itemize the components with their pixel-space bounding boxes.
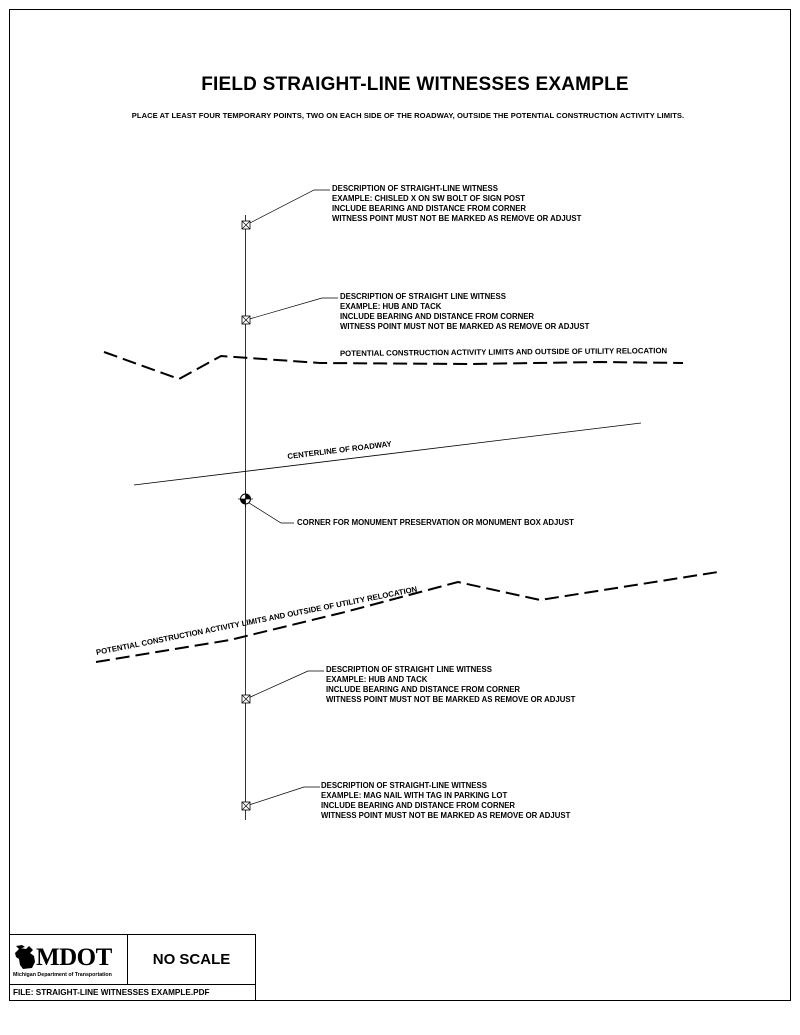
note-line: DESCRIPTION OF STRAIGHT LINE WITNESS	[340, 292, 506, 301]
logo-wordmark: MDOT	[36, 944, 112, 971]
drawing-title: FIELD STRAIGHT-LINE WITNESSES EXAMPLE	[201, 74, 629, 95]
witness-note-4	[321, 781, 570, 821]
note-line: EXAMPLE: MAG NAIL WITH TAG IN PARKING LOT	[321, 791, 508, 800]
witness-note-3	[326, 665, 575, 705]
leader-witness-1	[246, 190, 330, 225]
note-line: WITNESS POINT MUST NOT BE MARKED AS REMOVE OR ADJUST	[332, 214, 582, 223]
note-line: INCLUDE BEARING AND DISTANCE FROM CORNER	[321, 801, 516, 810]
michigan-state-outline-icon	[13, 944, 37, 970]
sheet-border	[10, 10, 791, 1001]
witness-note-1	[332, 184, 581, 224]
note-line: WITNESS POINT MUST NOT BE MARKED AS REMOVE OR ADJUST	[321, 811, 571, 820]
limits-label-upper: POTENTIAL CONSTRUCTION ACTIVITY LIMITS AND OUTSIDE OF UTILITY RELOCATION	[339, 346, 668, 358]
witness-point-marker-icon	[242, 316, 250, 324]
note-line: WITNESS POINT MUST NOT BE MARKED AS REMOVE OR ADJUST	[340, 322, 590, 331]
mdot-logo	[10, 935, 128, 985]
note-line: EXAMPLE: HUB AND TACK	[326, 675, 428, 684]
note-line: INCLUDE BEARING AND DISTANCE FROM CORNER	[340, 312, 535, 321]
scale-note: NO SCALE	[128, 935, 255, 985]
title-block	[9, 934, 256, 1001]
leader-witness-4	[246, 787, 320, 806]
note-line: DESCRIPTION OF STRAIGHT-LINE WITNESS	[321, 781, 487, 790]
note-line: EXAMPLE: HUB AND TACK	[340, 302, 442, 311]
note-line: EXAMPLE: CHISLED X ON SW BOLT OF SIGN POST	[332, 194, 526, 203]
note-line: DESCRIPTION OF STRAIGHT LINE WITNESS	[326, 665, 492, 674]
leader-witness-2	[246, 298, 338, 320]
leader-corner	[246, 501, 294, 523]
drawing-subtitle: PLACE AT LEAST FOUR TEMPORARY POINTS, TWO ON EACH SIDE OF THE ROADWAY, OUTSIDE THE POTENTIAL CONSTRUCTION ACTIVITY LIMITS.	[131, 111, 685, 120]
leader-witness-3	[246, 671, 324, 699]
witness-note-2	[340, 292, 589, 332]
limits-label-lower: POTENTIAL CONSTRUCTION ACTIVITY LIMITS AND OUTSIDE OF UTILITY RELOCATION	[95, 584, 418, 657]
corner-monument-icon	[238, 491, 253, 507]
note-line: WITNESS POINT MUST NOT BE MARKED AS REMOVE OR ADJUST	[326, 695, 576, 704]
note-line: INCLUDE BEARING AND DISTANCE FROM CORNER	[332, 204, 527, 213]
file-name: FILE: STRAIGHT-LINE WITNESSES EXAMPLE.PDF	[13, 988, 210, 997]
centerline-label: CENTERLINE OF ROADWAY	[286, 439, 393, 461]
witness-point-marker-icon	[242, 695, 250, 703]
witness-point-marker-icon	[242, 221, 250, 229]
corner-label: CORNER FOR MONUMENT PRESERVATION OR MONUMENT BOX ADJUST	[297, 518, 574, 527]
note-line: DESCRIPTION OF STRAIGHT-LINE WITNESS	[332, 184, 498, 193]
note-line: INCLUDE BEARING AND DISTANCE FROM CORNER	[326, 685, 521, 694]
witness-point-marker-icon	[242, 802, 250, 810]
centerline-of-roadway	[134, 423, 641, 485]
logo-subtext: Michigan Department of Transportation	[13, 972, 112, 978]
